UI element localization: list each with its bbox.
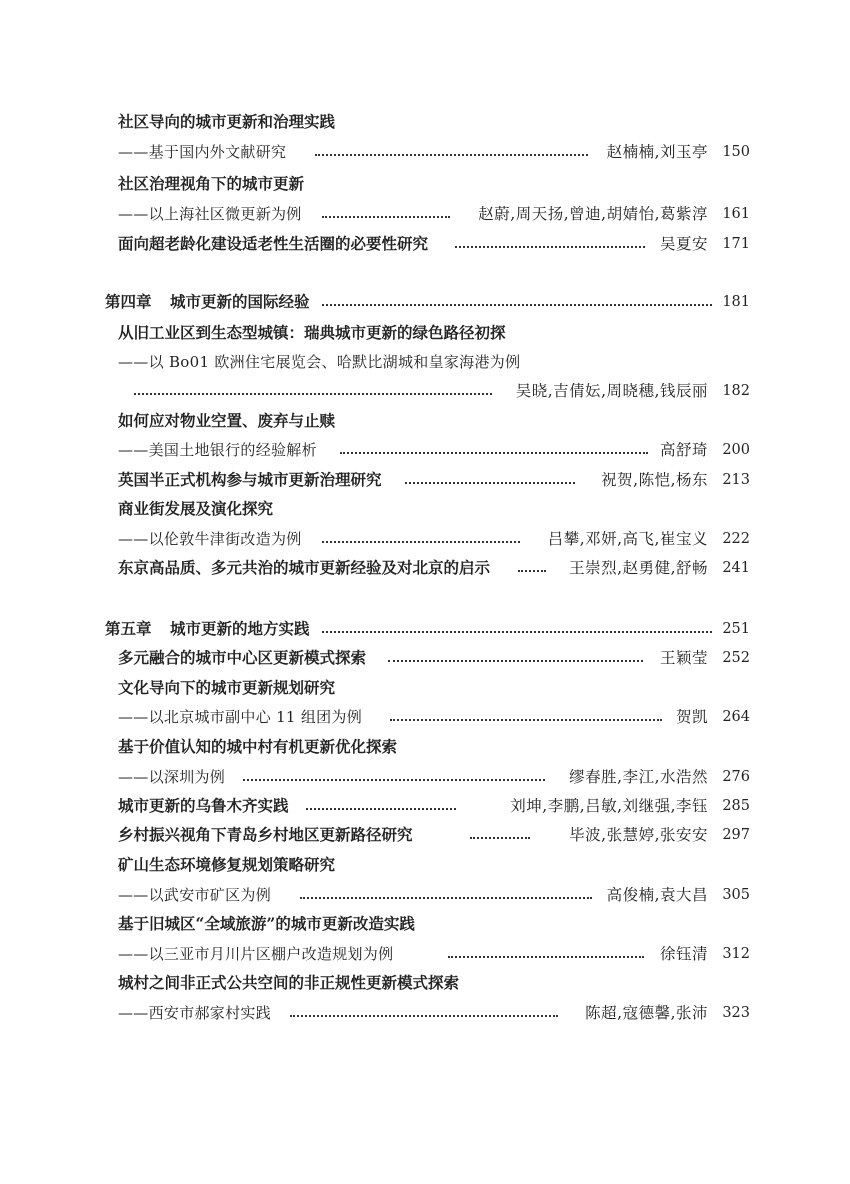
entry-page: 252 (722, 650, 750, 666)
entry-title: 如何应对物业空置、废弃与止赎 (118, 411, 336, 430)
dot-leader (243, 779, 545, 781)
chapter-page: 251 (722, 621, 750, 637)
dot-leader (322, 216, 450, 218)
dot-leader (300, 897, 592, 899)
entry-subtitle: ——美国土地银行的经验解析 (118, 441, 317, 459)
toc-entry-line (0, 436, 850, 464)
toc-entry-title (0, 674, 850, 702)
entry-page: 264 (722, 709, 750, 725)
entry-authors: 吴夏安 (659, 235, 708, 253)
dot-leader (518, 570, 546, 572)
toc-entry-line (0, 200, 850, 228)
toc-entry-title (0, 969, 850, 997)
toc-entry-title (0, 108, 850, 136)
entry-page: 323 (722, 1005, 750, 1021)
entry-page: 150 (722, 144, 750, 160)
chapter-heading (0, 615, 850, 643)
toc-entry-line (0, 792, 850, 820)
dot-leader (470, 837, 530, 839)
entry-title: 城市更新的乌鲁木齐实践 (118, 796, 289, 815)
dot-leader (390, 719, 662, 721)
entry-page: 312 (722, 946, 750, 962)
toc-entry-line (0, 230, 850, 258)
entry-title: 基于旧城区“全域旅游”的城市更新改造实践 (118, 914, 415, 933)
entry-authors: 毕波,张慧婷,张安安 (569, 826, 708, 844)
toc-entry-title (0, 851, 850, 879)
entry-subtitle: ——以北京城市副中心 11 组团为例 (118, 708, 363, 726)
dot-leader (290, 1015, 558, 1017)
toc-entry-title (0, 910, 850, 938)
toc-entry-line (0, 881, 850, 909)
entry-authors: 高俊楠,袁大昌 (606, 886, 708, 904)
entry-page: 213 (722, 472, 750, 488)
toc-entry-line (0, 763, 850, 791)
entry-title: 英国半正式机构参与城市更新治理研究 (118, 470, 382, 489)
entry-subtitle: ——以上海社区微更新为例 (118, 205, 302, 223)
entry-subtitle: ——以三亚市月川片区棚户改造规划为例 (118, 945, 394, 963)
entry-page: 241 (722, 560, 750, 576)
chapter-title: 城市更新的国际经验 (170, 292, 310, 311)
toc-entry-line (0, 821, 850, 849)
entry-page: 297 (722, 827, 750, 843)
entry-title: 矿山生态环境修复规划策略研究 (118, 855, 336, 874)
entry-title: 社区治理视角下的城市更新 (118, 174, 305, 193)
entry-title: 基于价值认知的城中村有机更新优化探索 (118, 737, 398, 756)
entry-title: 面向超老龄化建设适老性生活圈的必要性研究 (118, 234, 429, 253)
chapter-label: 第五章 (105, 619, 152, 638)
dot-leader (388, 660, 643, 662)
toc-entry-line (0, 466, 850, 494)
entry-page: 171 (722, 236, 750, 252)
toc-entry-line (0, 525, 850, 553)
entry-page: 276 (722, 769, 750, 785)
chapter-heading (0, 288, 850, 316)
dot-leader (322, 631, 712, 633)
toc-entry-title (0, 733, 850, 761)
toc-entry-line (0, 138, 850, 166)
entry-subtitle: ——以武安市矿区为例 (118, 886, 272, 904)
entry-subtitle: ——以 Bo01 欧洲住宅展览会、哈默比湖城和皇家海港为例 (118, 353, 521, 371)
chapter-page: 181 (722, 294, 750, 310)
entry-authors: 徐钰清 (659, 945, 708, 963)
dot-leader (315, 154, 588, 156)
toc-entry-line (0, 644, 850, 672)
entry-authors: 缪春胜,李江,水浩然 (569, 768, 708, 786)
entry-page: 200 (722, 442, 750, 458)
entry-authors: 贺凯 (675, 708, 708, 726)
entry-subtitle: ——以伦敦牛津街改造为例 (118, 530, 302, 548)
entry-authors: 吴晓,吉倩妘,周晓穗,钱辰丽 (515, 382, 708, 400)
entry-subtitle: ——以深圳为例 (118, 768, 226, 786)
dot-leader (306, 808, 456, 810)
entry-authors: 王崇烈,赵勇健,舒畅 (569, 559, 708, 577)
entry-page: 161 (722, 206, 750, 222)
entry-authors: 赵楠楠,刘玉亭 (606, 143, 708, 161)
entry-title: 社区导向的城市更新和治理实践 (118, 112, 336, 131)
chapter-title: 城市更新的地方实践 (170, 619, 310, 638)
entry-title: 商业街发展及演化探究 (118, 499, 274, 518)
entry-title: 从旧工业区到生态型城镇：瑞典城市更新的绿色路径初探 (118, 323, 506, 342)
entry-authors: 王颖莹 (659, 649, 708, 667)
chapter-label: 第四章 (105, 292, 152, 311)
entry-authors: 陈超,寇德馨,张沛 (585, 1004, 708, 1022)
entry-title: 文化导向下的城市更新规划研究 (118, 678, 336, 697)
dot-leader (448, 956, 644, 958)
entry-subtitle: ——基于国内外文献研究 (118, 143, 287, 161)
entry-title: 东京高品质、多元共治的城市更新经验及对北京的启示 (118, 558, 491, 577)
toc-entry-line (0, 377, 850, 405)
entry-page: 305 (722, 887, 750, 903)
entry-title: 多元融合的城市中心区更新模式探索 (118, 648, 367, 667)
entry-authors: 赵蔚,周天扬,曾迪,胡婧怡,葛紫淳 (478, 205, 708, 223)
dot-leader (322, 304, 712, 306)
dot-leader (322, 541, 520, 543)
toc-entry-title (0, 495, 850, 523)
toc-entry-line (0, 703, 850, 731)
toc-entry-title (0, 319, 850, 347)
entry-authors: 刘坤,李鹏,吕敏,刘继强,李钰 (510, 797, 708, 815)
toc-entry-line (0, 940, 850, 968)
toc-entry-line (0, 999, 850, 1027)
entry-authors: 祝贺,陈恺,杨东 (601, 471, 708, 489)
dot-leader (455, 246, 645, 248)
dot-leader (340, 452, 648, 454)
toc-entry-subtitle (0, 348, 850, 376)
entry-title: 城村之间非正式公共空间的非正规性更新模式探索 (118, 973, 460, 992)
entry-title: 乡村振兴视角下青岛乡村地区更新路径研究 (118, 825, 413, 844)
entry-authors: 吕攀,邓妍,高飞,崔宝义 (547, 530, 708, 548)
toc-entry-title (0, 407, 850, 435)
toc-entry-title (0, 170, 850, 198)
entry-page: 182 (722, 383, 750, 399)
entry-page: 285 (722, 798, 750, 814)
dot-leader (405, 482, 575, 484)
entry-subtitle: ——西安市郝家村实践 (118, 1004, 272, 1022)
toc-entry-line (0, 554, 850, 582)
entry-authors: 高舒琦 (659, 441, 708, 459)
dot-leader (134, 393, 492, 395)
entry-page: 222 (722, 531, 750, 547)
